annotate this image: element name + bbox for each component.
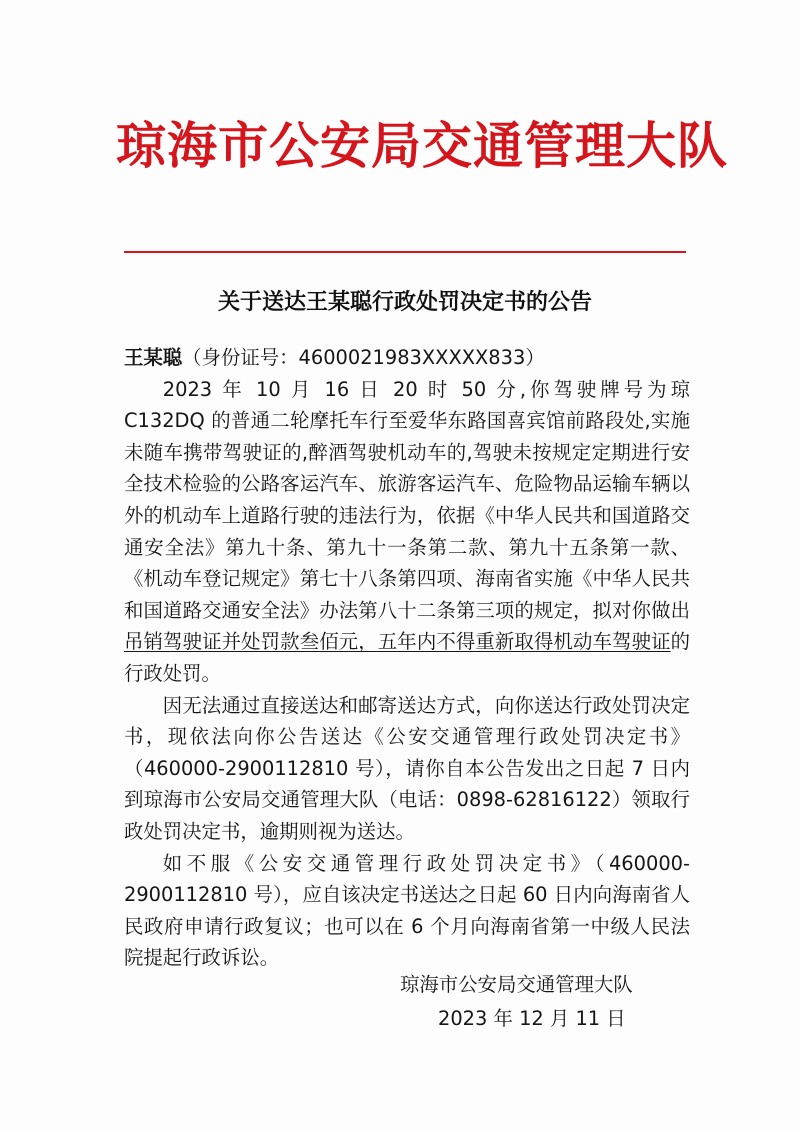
paragraph-service: 因无法通过直接送达和邮寄送达方式，向你送达行政处罚决定书，现依法向你公告送达《公安交通管理行政处罚决定书》（460000-2900112810 号），请你自本公告发出之日起 7 日内到琼海市公安局交通管理大队（电话：0898-62816122）领取行政处罚决定书，逾期则视为送达。 <box>124 693 690 843</box>
violation-ending: 的行政处罚。 <box>124 630 690 685</box>
letterhead-divider <box>124 251 686 253</box>
notice-title: 关于送达王某聪行政处罚决定书的公告 <box>217 289 592 315</box>
paragraph-appeal: 如不服《公安交通管理行政处罚决定书》（460000-2900112810 号），应自该决定书送达之日起 60 日内向海南省人民政府申请行政复议；也可以在 6 个月向海南省第一中级人民法院提起行政诉讼。 <box>124 851 690 970</box>
addressee-name: 王某聪 <box>124 346 183 369</box>
violation-text: 2023 年 10 月 16 日 20 时 50 分,你驾驶牌号为琼 C132DQ 的普通二轮摩托车行至爱华东路国喜宾馆前路段处,实施未随车携带驾驶证的,醉酒驾驶机动车的,驾驶未按规定定期进行安全技术检验的公路客运汽车、旅游客运汽车、危险物品运输车辆以外的机动车上道路行驶的违法行为，依据《中华人民共和国道路交通安全法》第九十条、第九十一条第二款、第九十五条第一款、《机动车登记规定》第七十八条第四项、海南省实施《中华人民共和国道路交通安全法》办法第八十二条第三项的规定，拟对你做出 <box>124 377 690 622</box>
addressee-line <box>124 342 690 374</box>
signature-block <box>400 968 680 1036</box>
notice-body <box>124 342 690 974</box>
letterhead-title: 琼海市公安局交通管理大队 <box>116 116 728 175</box>
penalty-text: 吊销驾驶证并处罚款叁佰元，五年内不得重新取得机动车驾驶证 <box>124 630 671 654</box>
addressee-id: （身份证号：4600021983XXXXX833） <box>182 346 545 369</box>
paragraph-violation <box>124 374 690 690</box>
signature-date: 2023 年 12 月 11 日 <box>438 1007 626 1030</box>
signature-organization: 琼海市公安局交通管理大队 <box>400 973 633 996</box>
